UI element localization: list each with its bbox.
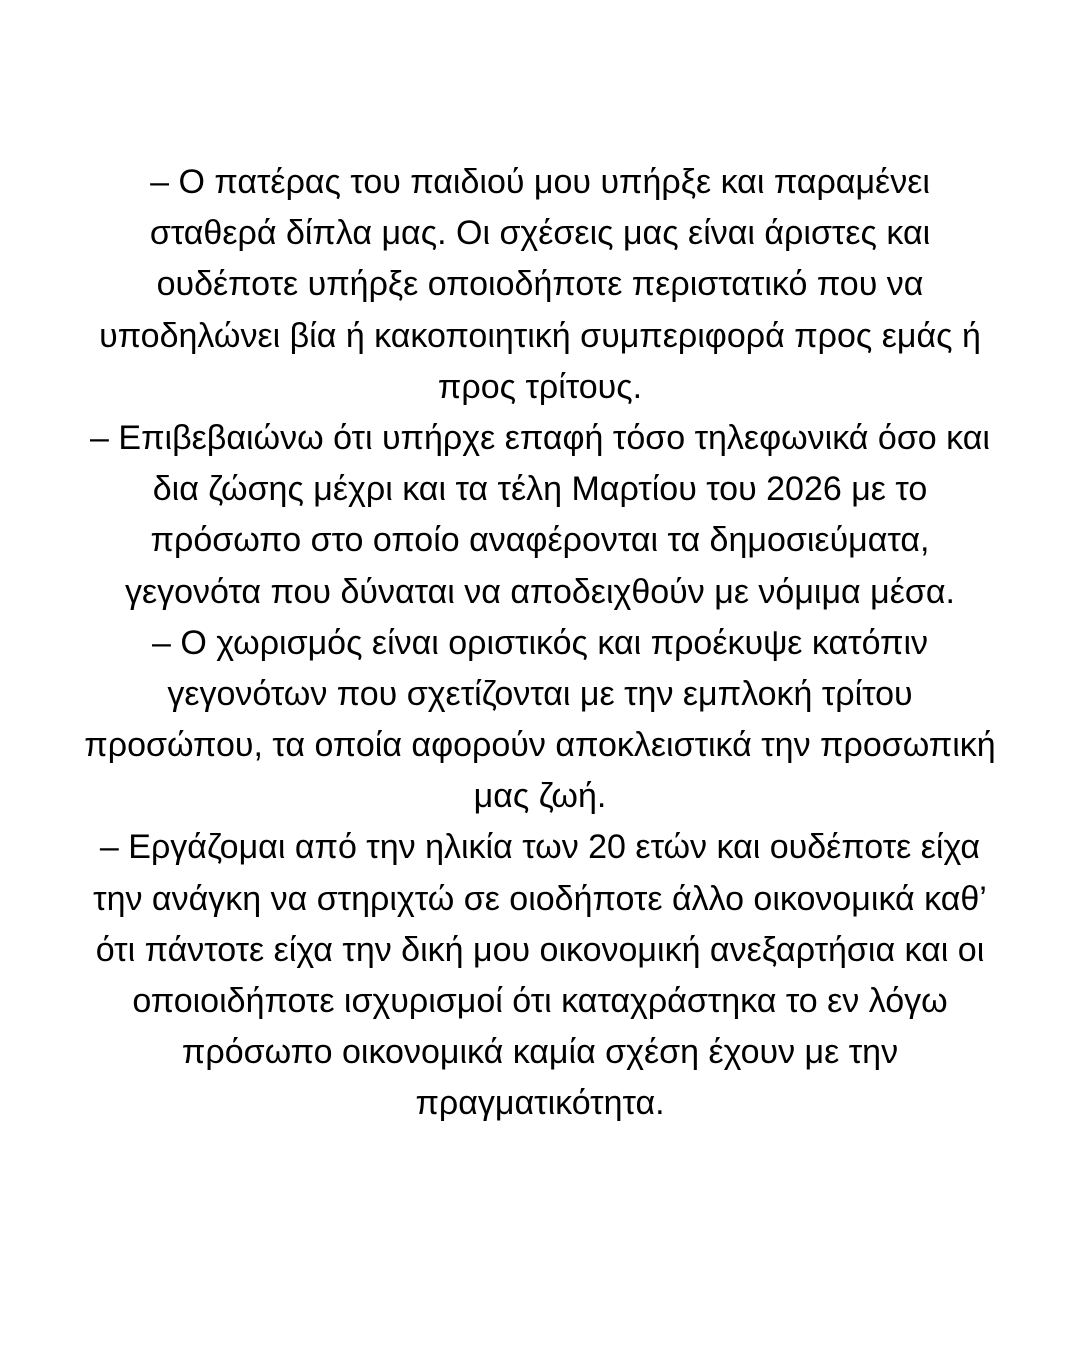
statement-line: ότι πάντοτε είχα την δική μου οικονομική ανεξαρτήσια και οι xyxy=(95,930,985,969)
statement-line: ουδέποτε υπήρξε οποιοδήποτε περιστατικό που να xyxy=(156,265,924,304)
statement-line: μας ζωή. xyxy=(473,777,607,816)
statement-line: υποδηλώνει βία ή κακοποιητική συμπεριφορά προς εμάς ή xyxy=(99,316,981,355)
statement-line: δια ζώσης μέχρι και τα τέλη Μαρτίου του 2026 με το xyxy=(152,470,928,509)
statement-line: – Ο πατέρας του παιδιού μου υπήρξε και παραμένει xyxy=(150,163,930,201)
statement-line: πραγματικότητα. xyxy=(415,1084,665,1123)
statement-line: οποιοιδήποτε ισχυρισμοί ότι καταχράστηκα το εν λόγω xyxy=(132,982,948,1020)
statement-line: γεγονότα που δύναται να αποδειχθούν με νόμιμα μέσα. xyxy=(124,572,955,611)
statement-text xyxy=(20,157,1060,1130)
statement-line: – Ο χωρισμός είναι οριστικός και προέκυψε κατόπιν xyxy=(151,623,929,662)
statement-line: προς τρίτους. xyxy=(437,367,643,406)
statement-line: πρόσωπο οικονομικά καμία σχέση έχουν με την xyxy=(181,1033,899,1072)
statement-line: την ανάγκη να στηριχτώ σε οιοδήποτε άλλο οικονομικά καθ’ xyxy=(93,879,987,918)
statement-line: προσώπου, τα οποία αφορούν αποκλειστικά την προσωπική xyxy=(84,726,996,765)
statement-line: πρόσωπο στο οποίο αναφέρονται τα δημοσιεύματα, xyxy=(150,521,930,560)
statement-line: σταθερά δίπλα μας. Οι σχέσεις μας είναι άριστες και xyxy=(149,214,931,253)
statement-line: – Επιβεβαιώνω ότι υπήρχε επαφή τόσο τηλεφωνικά όσο και xyxy=(90,418,990,457)
statement-line: γεγονότων που σχετίζονται με την εμπλοκή τρίτου xyxy=(167,674,913,713)
statement-line: – Εργάζομαι από την ηλικία των 20 ετών και ουδέποτε είχα xyxy=(99,828,981,867)
